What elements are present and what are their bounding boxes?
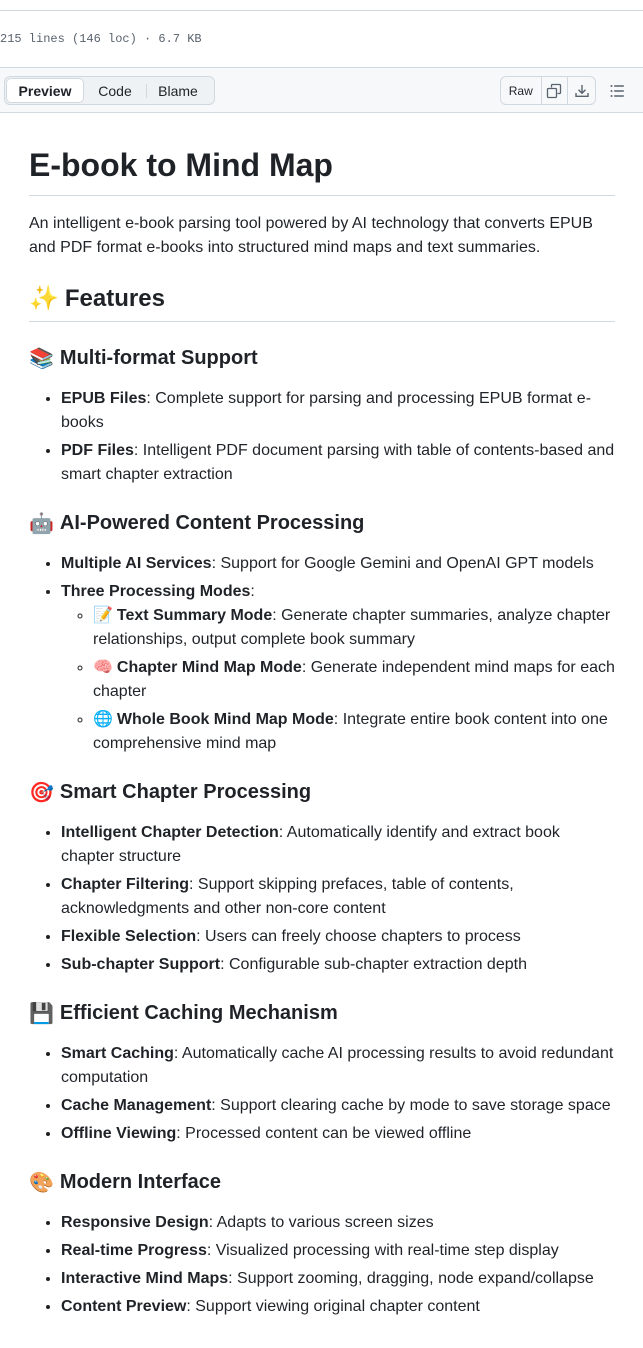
- section-title: Modern Interface: [59, 1171, 222, 1193]
- section-list: [29, 1211, 615, 1319]
- section-list: [29, 552, 615, 756]
- item-term: Offline Viewing: [61, 1125, 177, 1142]
- item-text: : Automatically identify and extract book chapter structure: [61, 824, 560, 865]
- section-list: [29, 387, 615, 487]
- item-term: PDF Files: [61, 442, 134, 459]
- item-text: : Generate independent mind maps for each chapter: [93, 659, 615, 700]
- list-item: [61, 439, 615, 487]
- item-term: Smart Caching: [61, 1045, 174, 1062]
- download-icon: [574, 83, 590, 99]
- item-term: EPUB Files: [61, 390, 147, 407]
- list-item: [61, 1042, 615, 1090]
- view-mode-segmented-control: [4, 76, 215, 105]
- section-title: Smart Chapter Processing: [59, 781, 312, 803]
- features-heading: [29, 284, 615, 322]
- copy-raw-button[interactable]: [542, 77, 569, 104]
- list-item: [61, 1094, 615, 1118]
- section-heading-ai-processing: [29, 511, 615, 536]
- list-item: [61, 552, 615, 576]
- list-item: [61, 821, 615, 869]
- page-title: E-book to Mind Map: [29, 145, 615, 196]
- section-heading-smart-chapter: [29, 780, 615, 805]
- item-term: Responsive Design: [61, 1214, 209, 1231]
- top-strip: [0, 0, 643, 11]
- item-text: :: [250, 583, 255, 600]
- list-item: [61, 387, 615, 435]
- section-heading-multi-format: [29, 346, 615, 371]
- target-icon: 🎯: [29, 781, 54, 804]
- item-text: : Automatically cache AI processing results to avoid redundant computation: [61, 1045, 614, 1086]
- item-text: : Generate chapter summaries, analyze chapter relationships, output complete book summary: [93, 607, 611, 648]
- list-item: [61, 953, 615, 977]
- markdown-body: [29, 113, 615, 1319]
- list-item: [61, 1122, 615, 1146]
- item-text: : Integrate entire book content into one comprehensive mind map: [93, 711, 608, 752]
- list-item: [61, 1211, 615, 1235]
- list-item: [61, 873, 615, 921]
- item-text: : Support viewing original chapter content: [186, 1298, 480, 1315]
- section-list: [29, 1042, 615, 1146]
- sub-list-item: [93, 708, 615, 756]
- section-title: AI-Powered Content Processing: [59, 512, 365, 534]
- item-text: : Configurable sub-chapter extraction depth: [220, 956, 527, 973]
- item-term: Real-time Progress: [61, 1242, 207, 1259]
- globe-icon: 🌐: [93, 711, 113, 728]
- file-actions-group: [500, 76, 596, 105]
- item-text: : Support clearing cache by mode to save storage space: [211, 1097, 611, 1114]
- list-item: [61, 1295, 615, 1319]
- section-heading-modern-interface: [29, 1170, 615, 1195]
- item-term: Interactive Mind Maps: [61, 1270, 229, 1287]
- list-unordered-icon: [609, 83, 625, 99]
- download-button[interactable]: [568, 77, 595, 104]
- file-info: 215 lines (146 loc) · 6.7 KB: [0, 32, 202, 46]
- description: An intelligent e-book parsing tool powered by AI technology that converts EPUB and PDF format e-books into structured mind maps and text summaries.: [29, 215, 593, 256]
- item-term: Chapter Mind Map Mode: [116, 659, 302, 676]
- item-text: : Processed content can be viewed offline: [176, 1125, 472, 1142]
- section-title: Efficient Caching Mechanism: [59, 1002, 338, 1024]
- item-text: : Support skipping prefaces, table of contents, acknowledgments and other non-core content: [61, 876, 514, 917]
- item-text: : Visualized processing with real-time step display: [206, 1242, 559, 1259]
- tab-preview[interactable]: Preview: [6, 78, 84, 103]
- item-term: Chapter Filtering: [61, 876, 190, 893]
- item-term: Flexible Selection: [61, 928, 197, 945]
- list-item: [61, 1267, 615, 1291]
- item-term: Sub-chapter Support: [61, 956, 221, 973]
- section-heading-caching: [29, 1001, 615, 1026]
- file-toolbar: [0, 67, 643, 113]
- robot-icon: 🤖: [29, 512, 54, 535]
- section-list: [29, 821, 615, 977]
- item-text: : Support for Google Gemini and OpenAI GPT models: [211, 555, 594, 572]
- features-heading-text: Features: [64, 285, 165, 312]
- section-title: Multi-format Support: [59, 347, 258, 369]
- sparkles-icon: ✨: [29, 285, 59, 312]
- tab-code[interactable]: Code: [98, 82, 132, 99]
- item-text: : Adapts to various screen sizes: [208, 1214, 434, 1231]
- list-item: [61, 580, 615, 756]
- raw-button[interactable]: Raw: [501, 77, 542, 104]
- item-term: Text Summary Mode: [116, 607, 273, 624]
- list-item: [61, 925, 615, 949]
- list-item: [61, 1239, 615, 1263]
- copy-icon: [546, 83, 562, 99]
- item-text: : Support zooming, dragging, node expand/collapse: [228, 1270, 594, 1287]
- sub-list-item: [93, 604, 615, 652]
- outline-button[interactable]: [604, 78, 630, 104]
- item-text: : Intelligent PDF document parsing with table of contents-based and smart chapter extraction: [61, 442, 615, 483]
- palette-icon: 🎨: [29, 1171, 54, 1194]
- books-icon: 📚: [29, 347, 54, 370]
- item-term: Intelligent Chapter Detection: [61, 824, 279, 841]
- brain-icon: 🧠: [93, 659, 113, 676]
- item-term: Three Processing Modes: [61, 583, 251, 600]
- item-term: Cache Management: [61, 1097, 212, 1114]
- item-term: Content Preview: [61, 1298, 187, 1315]
- item-text: : Users can freely choose chapters to process: [196, 928, 521, 945]
- item-text: : Complete support for parsing and processing EPUB format e-books: [61, 390, 592, 431]
- sub-list-item: [93, 656, 615, 704]
- item-term: Multiple AI Services: [61, 555, 212, 572]
- tab-blame[interactable]: Blame: [158, 82, 198, 99]
- sub-list: [61, 604, 615, 756]
- item-term: Whole Book Mind Map Mode: [116, 711, 334, 728]
- floppy-disk-icon: 💾: [29, 1002, 54, 1025]
- memo-icon: 📝: [93, 607, 113, 624]
